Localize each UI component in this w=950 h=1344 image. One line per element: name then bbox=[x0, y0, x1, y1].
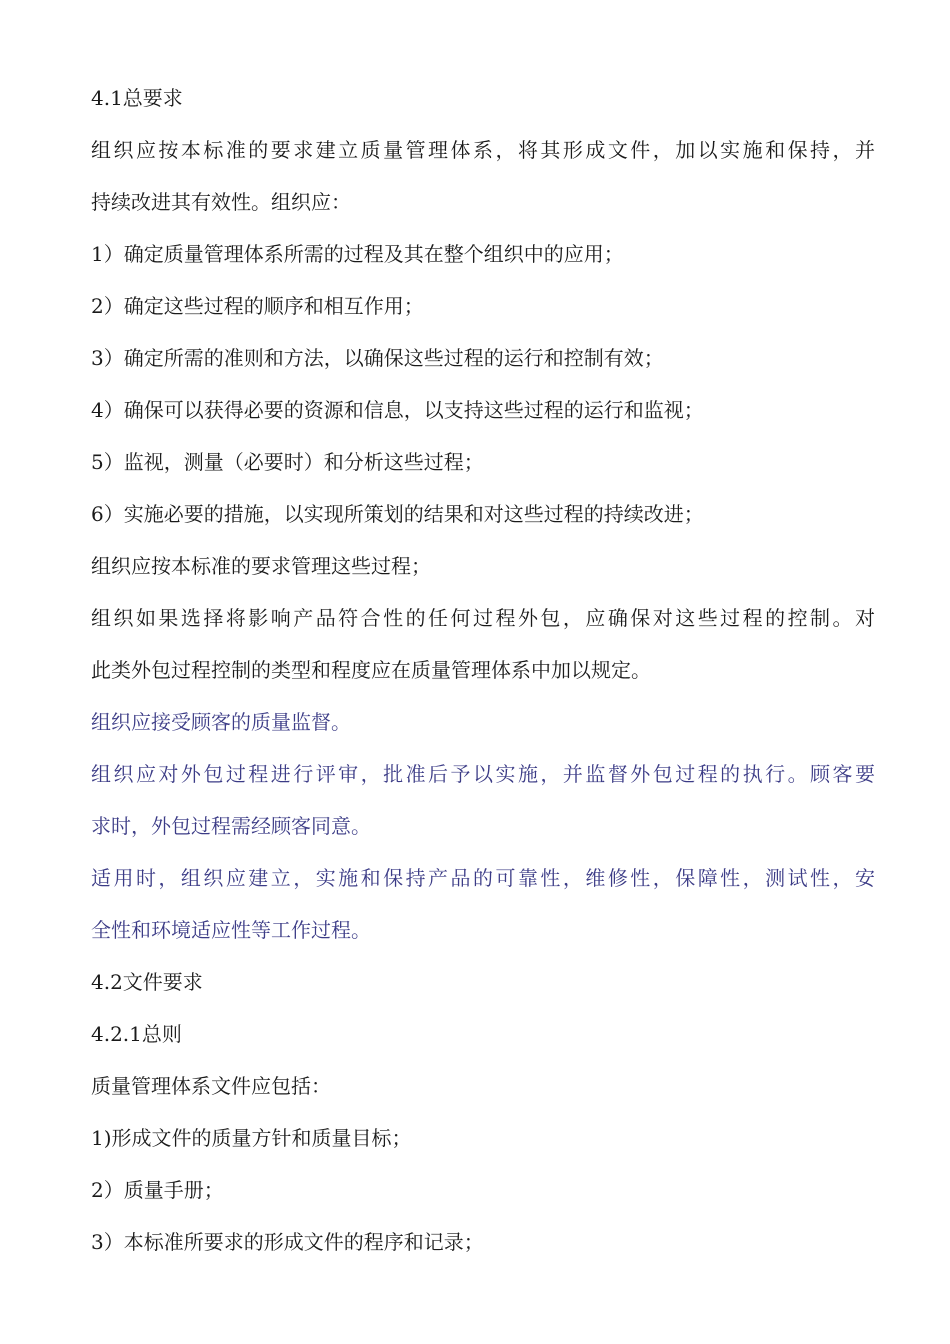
paragraph-line: 组织应按本标准的要求管理这些过程； bbox=[91, 554, 431, 578]
highlighted-paragraph-line: 组织应接受顾客的质量监督。 bbox=[91, 710, 351, 734]
list-item: 2）确定这些过程的顺序和相互作用； bbox=[91, 294, 424, 318]
paragraph-line: 组织应按本标准的要求建立质量管理体系，将其形成文件，加以实施和保持，并 bbox=[91, 138, 875, 162]
paragraph-line: 质量管理体系文件应包括： bbox=[91, 1074, 331, 1098]
highlighted-paragraph-line: 适用时，组织应建立，实施和保持产品的可靠性，维修性，保障性，测试性，安 bbox=[91, 866, 875, 890]
paragraph-line: 持续改进其有效性。组织应： bbox=[91, 190, 351, 214]
highlighted-paragraph-line: 求时，外包过程需经顾客同意。 bbox=[91, 814, 371, 838]
paragraph-line: 此类外包过程控制的类型和程度应在质量管理体系中加以规定。 bbox=[91, 658, 651, 682]
list-item: 2）质量手册； bbox=[91, 1178, 224, 1202]
list-item: 1)形成文件的质量方针和质量目标； bbox=[91, 1126, 412, 1150]
paragraph-line: 组织如果选择将影响产品符合性的任何过程外包，应确保对这些过程的控制。对 bbox=[91, 606, 875, 630]
highlighted-paragraph-line: 全性和环境适应性等工作过程。 bbox=[91, 918, 371, 942]
list-item: 4）确保可以获得必要的资源和信息，以支持这些过程的运行和监视； bbox=[91, 398, 704, 422]
section-heading-4-2: 4.2文件要求 bbox=[91, 970, 203, 994]
list-item: 3）确定所需的准则和方法，以确保这些过程的运行和控制有效； bbox=[91, 346, 664, 370]
list-item: 6）实施必要的措施，以实现所策划的结果和对这些过程的持续改进； bbox=[91, 502, 704, 526]
list-item: 5）监视，测量（必要时）和分析这些过程； bbox=[91, 450, 484, 474]
document-body bbox=[91, 72, 875, 1268]
highlighted-paragraph-line: 组织应对外包过程进行评审，批准后予以实施，并监督外包过程的执行。顾客要 bbox=[91, 762, 875, 786]
subsection-heading-4-2-1: 4.2.1总则 bbox=[91, 1022, 182, 1046]
list-item: 1）确定质量管理体系所需的过程及其在整个组织中的应用； bbox=[91, 242, 624, 266]
section-heading-4-1: 4.1总要求 bbox=[91, 86, 183, 110]
list-item: 3）本标准所要求的形成文件的程序和记录； bbox=[91, 1230, 484, 1254]
